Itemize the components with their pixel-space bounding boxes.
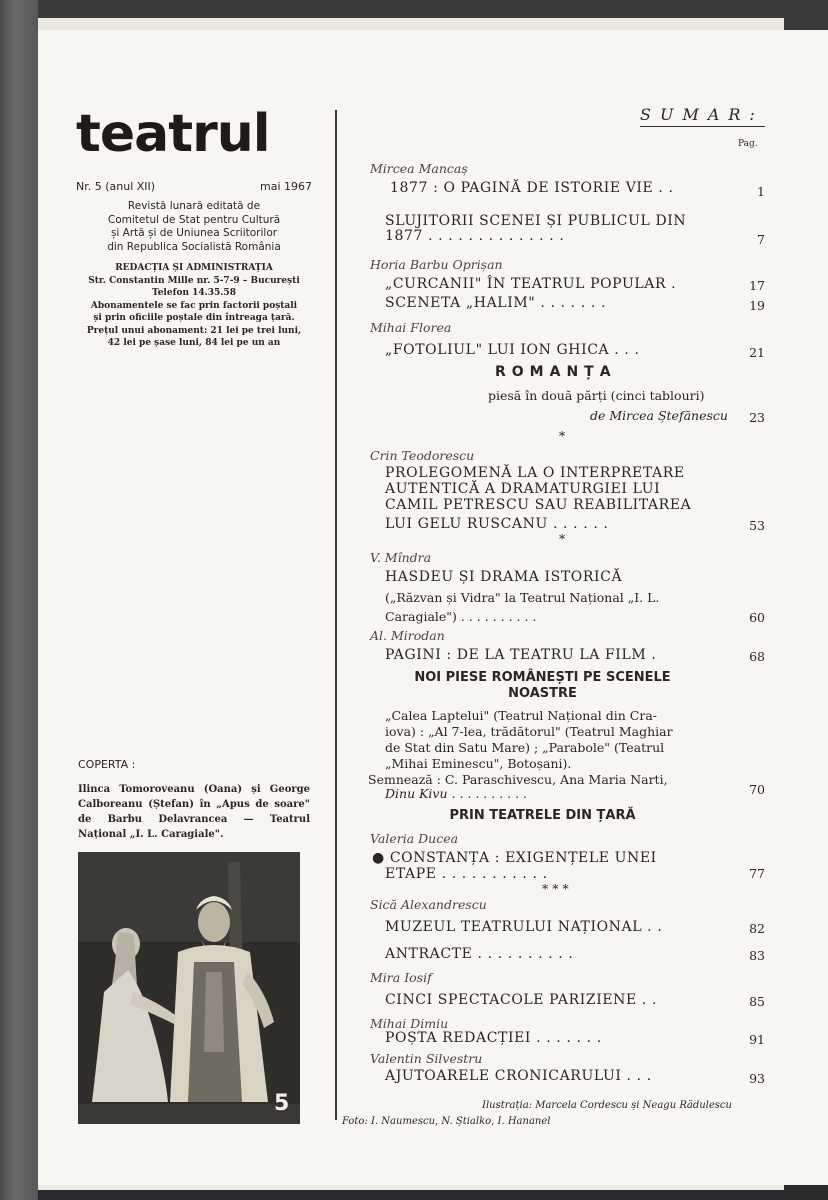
toc-author: Horia Barbu Oprișan	[370, 257, 503, 272]
toc-entry[interactable]: ANTRACTE . . . . . . . . . .	[385, 946, 574, 962]
cover-number: 5	[274, 1091, 290, 1116]
admin-line: Str. Constantin Mille nr. 5-7-9 – București	[88, 275, 300, 286]
toc-page-number: 85	[749, 994, 765, 1009]
toc-entry-detail: Caragiale") . . . . . . . . . .	[385, 609, 537, 624]
issue-number: Nr. 5 (anul XII)	[76, 180, 156, 193]
toc-page-number: 60	[749, 610, 765, 625]
publisher-line: din Republica Socialistă România	[107, 240, 281, 253]
toc-entry[interactable]: HASDEU ȘI DRAMA ISTORICĂ	[385, 569, 623, 585]
toc-entry-cont[interactable]: LUI GELU RUSCANU . . . . . .	[385, 516, 609, 532]
toc-entry[interactable]: MUZEUL TEATRULUI NAȚIONAL . .	[385, 919, 663, 935]
section-heading[interactable]: NOI PIESE ROMÂNEȘTI PE SCENELE	[414, 670, 671, 685]
section-heading[interactable]: PRIN TEATRELE DIN ȚARĂ	[449, 808, 636, 823]
toc-entry-cont[interactable]: AUTENTICĂ A DRAMATURGIEI LUI	[385, 481, 661, 497]
toc-entry[interactable]: ● CONSTANȚA : EXIGENȚELE UNEI	[372, 850, 657, 866]
publisher-line: Revistă lunară editată de	[127, 200, 261, 212]
section-heading-cont[interactable]: NOASTRE	[508, 686, 577, 701]
play-author: de Mircea Ștefănescu	[590, 408, 728, 423]
toc-author: Sică Alexandrescu	[370, 897, 487, 912]
admin-line: REDACȚIA ȘI ADMINISTRAȚIA	[115, 263, 273, 273]
toc-page-number: 19	[749, 298, 765, 313]
separator-star: *	[559, 531, 566, 546]
toc-entry[interactable]: CINCI SPECTACOLE PARIZIENE . .	[385, 992, 658, 1008]
issue-line	[76, 180, 312, 193]
toc-page-number: 7	[757, 232, 765, 247]
toc-page-number: 53	[749, 518, 765, 533]
toc-author: Mircea Mancaș	[370, 161, 468, 176]
toc-title-rule	[640, 126, 765, 127]
toc-page-number: 70	[749, 782, 765, 797]
toc-author: Al. Mirodan	[370, 628, 445, 643]
issue-date: mai 1967	[259, 180, 312, 193]
section-detail: „Mihai Eminescu", Botoșani).	[385, 756, 572, 771]
cover-caption: Ilinca Tomoroveanu (Oana) și George Calboreanu (Ștefan) în „Apus de soare" de Barbu Delavrancea — Teatrul Național „I. L. Caragiale".	[78, 784, 310, 840]
admin-line: Prețul unui abonament: 21 lei pe trei luni,	[86, 325, 302, 336]
toc-author: Mihai Florea	[370, 320, 452, 335]
toc-page-number: 83	[749, 948, 765, 963]
photo-credits: Foto: I. Naumescu, N. Știalko, I. Hananel	[342, 1116, 551, 1127]
separator-star: *	[559, 428, 566, 443]
toc-author: V. Mîndra	[370, 550, 432, 565]
toc-author: Mira Iosif	[370, 970, 432, 985]
toc-page-number: 21	[749, 345, 765, 360]
publisher-info	[76, 200, 312, 254]
toc-entry[interactable]: „CURCANII" ÎN TEATRUL POPULAR .	[385, 276, 677, 292]
toc-entry[interactable]: 1877 : O PAGINĂ DE ISTORIE VIE . .	[390, 180, 674, 196]
toc-page-number: 82	[749, 921, 765, 936]
toc-author: Mihai Dimiu	[370, 1016, 449, 1031]
binding-edge	[0, 0, 38, 1200]
admin-line: 42 lei pe șase luni, 84 lei pe un an	[107, 338, 281, 348]
toc-page-number: 91	[749, 1032, 765, 1047]
toc-entry[interactable]: PAGINI : DE LA TEATRU LA FILM .	[385, 647, 657, 663]
toc-title: SUMAR:	[640, 105, 764, 124]
toc-page-number: 93	[749, 1071, 765, 1086]
cover-photo-image	[78, 852, 300, 1124]
toc-entry[interactable]: POȘTA REDACȚIEI . . . . . . .	[385, 1030, 602, 1046]
toc-entry-cont[interactable]: CAMIL PETRESCU SAU REABILITAREA	[385, 497, 692, 513]
section-detail: „Calea Laptelui" (Teatrul Național din Cra-	[385, 708, 658, 723]
section-detail: de Stat din Satu Mare) ; „Parabole" (Teatrul	[385, 740, 665, 755]
toc-entry[interactable]: AJUTOARELE CRONICARULUI . . .	[385, 1068, 652, 1084]
toc-page-number: 77	[749, 866, 765, 881]
cover-heading: COPERTA :	[78, 758, 136, 771]
page-column-label: Pag.	[738, 139, 758, 149]
toc-entry[interactable]: „FOTOLIUL" LUI ION GHICA . . .	[385, 342, 640, 358]
publisher-line: Comitetul de Stat pentru Cultură	[107, 213, 281, 226]
illustration-credits: Ilustrația: Marcela Cordescu și Neagu Rădulescu	[482, 1100, 732, 1111]
cover-photo	[78, 852, 300, 1124]
toc-author: Crin Teodorescu	[370, 448, 475, 463]
toc-entry-detail: („Răzvan și Vidra" la Teatrul Național „I. L.	[385, 590, 660, 605]
section-authors-cont: Dinu Kivu . . . . . . . . . .	[385, 786, 528, 801]
play-title[interactable]: ROMANȚA	[495, 364, 617, 380]
toc-author: Valeria Ducea	[370, 831, 459, 846]
section-authors: Semnează : C. Paraschivescu, Ana Maria Narti,	[368, 772, 668, 787]
publisher-line: și Artă și de Uniunea Scriitorilor	[110, 227, 278, 239]
toc-page-number: 23	[749, 410, 765, 425]
separator-stars: * * *	[542, 881, 569, 896]
column-divider	[335, 110, 337, 1120]
section-detail: iova) : „Al 7-lea, trădătorul" (Teatrul Maghiar	[385, 724, 673, 739]
toc-page-number: 1	[757, 184, 765, 199]
toc-entry-cont[interactable]: ETAPE . . . . . . . . . . .	[385, 866, 548, 882]
toc-page-number: 68	[749, 649, 765, 664]
admin-line: și prin oficiile poștale din întreaga țară.	[93, 313, 295, 323]
play-subtitle: piesă în două părți (cinci tablouri)	[488, 388, 705, 403]
toc-entry-cont[interactable]: 1877 . . . . . . . . . . . . . .	[385, 228, 565, 244]
admin-line: Abonamentele se fac prin factorii poștali	[90, 300, 298, 311]
toc-entry[interactable]: SCENETA „HALIM" . . . . . . .	[385, 295, 607, 311]
toc-entry[interactable]: PROLEGOMENĂ LA O INTERPRETARE	[385, 465, 685, 481]
toc-page-number: 17	[749, 278, 765, 293]
admin-line: Telefon 14.35.58	[152, 288, 236, 298]
magazine-logo: teatrul	[76, 104, 270, 164]
toc-author: Valentin Silvestru	[370, 1051, 483, 1066]
administration-info	[76, 262, 312, 350]
toc-entry[interactable]: SLUJITORII SCENEI ȘI PUBLICUL DIN	[385, 213, 687, 229]
